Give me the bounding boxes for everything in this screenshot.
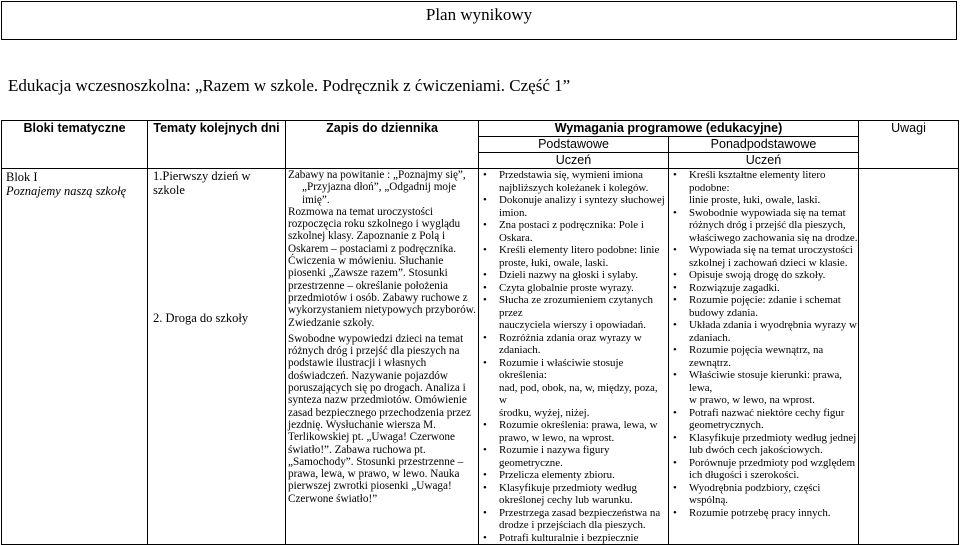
temat-1: 1.Pierwszy dzień w szkole <box>153 169 251 197</box>
podstawowe-item-line: najbliższych koleżanek i kolegów. <box>499 181 649 194</box>
tematy-cell <box>148 169 286 545</box>
podstawowe-list <box>479 169 668 544</box>
ponadpodstawowe-item-line: • Układa zdania i wyodrębnia wyrazy w <box>689 319 857 331</box>
podstawowe-item-line: nauczyciela wierszy i opowiadań. <box>499 319 646 331</box>
zapis-entry-1 <box>288 169 478 329</box>
podstawowe-item-line: • Dokonuje analizy i syntezy słuchowej <box>499 194 665 206</box>
ponadpodstawowe-item-line: lub dwóch cech jakościowych. <box>689 444 823 456</box>
zapis-2-line-1: różnych dróg i przejść dla pieszych na <box>288 345 460 358</box>
podstawowe-cell <box>479 169 669 545</box>
page-title: Plan wynikowy <box>425 5 533 24</box>
ponadpodstawowe-list <box>669 169 858 519</box>
podstawowe-list-item <box>479 532 668 545</box>
blok-name: Poznajemy naszą szkołę <box>6 184 127 198</box>
podstawowe-item-line: nad, pod, obok, na, w, między, poza, w <box>499 381 658 406</box>
zapis-1-line-9: przedmiotów i osób. Zabawy ruchowe z <box>288 291 468 304</box>
zapis-2-line-9: światło!”. Zabawa ruchowa pt. <box>288 443 426 456</box>
header-ponadpodstawowe: Ponadpodstawowe <box>669 137 859 153</box>
ponadpodstawowe-item-line: ich długości i szerokości. <box>689 469 800 481</box>
ponadpodstawowe-item-line: różnych dróg i przejść dla pieszych, <box>689 219 846 231</box>
zapis-cell <box>286 169 479 545</box>
podstawowe-item-line: • Rozumie i nazywa figury geometryczne. <box>499 444 610 469</box>
header-uwagi: Uwagi <box>859 121 959 169</box>
zapis-2-line-0: Swobodne wypowiedzi dzieci na temat <box>288 332 464 345</box>
header-uczen-ponadpodstawowe: Uczeń <box>669 153 859 169</box>
ponadpodstawowe-list-item <box>669 169 858 207</box>
zapis-2-line-2: podstawie ilustracji i własnych <box>288 357 427 370</box>
podstawowe-list-item <box>479 469 668 482</box>
podstawowe-list-item <box>479 507 668 532</box>
zapis-1-line-5: Oskarem – postaciami z podręcznika. <box>288 242 457 255</box>
zapis-1-line-3: rozpoczęcia roku szkolnego i wyglądu <box>288 218 461 231</box>
blok-label: Blok I <box>6 170 38 184</box>
podstawowe-item-line: • Przelicza elementy zbioru. <box>499 469 615 481</box>
ponadpodstawowe-item-line: • Właściwie stosuje kierunki: prawa, lewa, <box>689 369 843 394</box>
zapis-1-line-4: szkolnej klasy. Zapoznanie z Polą i <box>288 230 446 243</box>
ponadpodstawowe-item-line: budowy zdania. <box>689 306 758 319</box>
zapis-2-line-13: Czerwone światło!” <box>288 492 378 505</box>
zapis-2-line-4: poruszających się po drogach. Analiza i <box>288 382 466 395</box>
ponadpodstawowe-list-item <box>669 269 858 282</box>
zapis-1-line-1: „Przyjazna dłoń”, „Odgadnij moje imię”. <box>302 181 457 206</box>
podstawowe-item-line: zdaniach. <box>499 344 541 356</box>
ponadpodstawowe-item-line: • Kreśli kształtne elementy litero podobne: <box>689 169 826 194</box>
ponadpodstawowe-list-item <box>669 457 858 482</box>
zapis-2-line-6: zasad bezpiecznego przechodzenia przez <box>288 406 471 419</box>
podstawowe-list-item <box>479 269 668 282</box>
podstawowe-item-line: • Przedstawia się, wymieni imiona <box>499 169 643 181</box>
podstawowe-item-line: • Przestrzega zasad bezpieczeństwa na <box>499 506 661 519</box>
podstawowe-list-item <box>479 294 668 332</box>
podstawowe-list-item <box>479 219 668 244</box>
temat-2: 2. Droga do szkoły <box>153 311 249 325</box>
podstawowe-list-item <box>479 244 668 269</box>
podstawowe-item-line: • Rozróżnia zdania oraz wyrazy w <box>499 331 642 344</box>
zapis-1-line-0: Zabawy na powitanie : „Poznajmy się”, <box>288 169 466 181</box>
zapis-1-line-7: piosenki „Zawsze razem”. Stosunki <box>288 267 448 280</box>
podstawowe-item-line: drodze i przejściach dla pieszych. <box>499 519 646 531</box>
zapis-2-line-5: synteza nazw przedmiotów. Omówienie <box>288 394 467 407</box>
podstawowe-item-line: • Rozumie określenia: prawa, lewa, w <box>499 419 658 431</box>
ponadpodstawowe-item-line: • Swobodnie wypowiada się na temat <box>689 206 846 219</box>
ponadpodstawowe-item-line: w prawo, w lewo, na wprost. <box>689 394 815 406</box>
plan-table <box>1 120 959 545</box>
header-bloki: Bloki tematyczne <box>2 121 148 169</box>
ponadpodstawowe-list-item <box>669 319 858 344</box>
zapis-2-line-11: prawa, lewa, w prawo, w lewo. Nauka <box>288 468 460 481</box>
zapis-2-line-8: Terlikowskiej pt. „Uwaga! Czerwone <box>288 431 455 444</box>
zapis-1-line-8: przestrzenne – określanie położenia <box>288 279 448 292</box>
ponadpodstawowe-item-line: • Rozumie pojęcie: zdanie i schemat <box>689 294 841 306</box>
ponadpodstawowe-item-line: • Wyodrębnia podzbiory, części wspólną. <box>689 481 821 506</box>
podstawowe-list-item <box>479 194 668 219</box>
header-wymagania: Wymagania programowe (edukacyjne) <box>479 121 859 137</box>
podstawowe-item-line: proste, łuki, owale, laski. <box>499 256 609 269</box>
ponadpodstawowe-item-line: • Porównuje przedmioty pod względem <box>689 456 856 469</box>
ponadpodstawowe-list-item <box>669 432 858 457</box>
header-tematy: Tematy kolejnych dni <box>148 121 286 169</box>
podstawowe-item-line: środku, wyżej, niżej. <box>499 406 590 419</box>
zapis-2-line-12: pierwszej zwrotki piosenki „Uwaga! <box>288 480 452 493</box>
document-subtitle: Edukacja wczesnoszkolna: „Razem w szkole. Podręcznik z ćwiczeniami. Część 1” <box>8 76 571 95</box>
ponadpodstawowe-item-line: • Rozumie pojęcia wewnątrz, na zewnątrz. <box>689 344 824 369</box>
ponadpodstawowe-list-item <box>669 207 858 245</box>
podstawowe-list-item <box>479 419 668 444</box>
ponadpodstawowe-list-item <box>669 482 858 507</box>
podstawowe-item-line: określonej cechy lub warunku. <box>499 494 633 506</box>
podstawowe-item-line: • Dzieli nazwy na głoski i sylaby. <box>499 269 639 281</box>
ponadpodstawowe-item-line: zdaniach. <box>689 331 731 344</box>
blok-cell <box>2 169 148 545</box>
header-zapis: Zapis do dziennika <box>286 121 479 169</box>
zapis-2-line-3: doświadczeń. Nazywanie pojazdów <box>288 369 448 382</box>
zapis-1-line-10: wykorzystaniem nietypowych przyborów. <box>288 304 476 317</box>
podstawowe-list-item <box>479 169 668 194</box>
uwagi-cell <box>859 169 959 545</box>
podstawowe-item-line: • Klasyfikuje przedmioty według <box>499 481 637 494</box>
ponadpodstawowe-cell <box>669 169 859 545</box>
zapis-1-line-6: Ćwiczenia w mówieniu. Słuchanie <box>288 255 444 268</box>
ponadpodstawowe-list-item <box>669 294 858 319</box>
ponadpodstawowe-item-line: • Rozwiązuje zagadki. <box>689 281 780 294</box>
ponadpodstawowe-item-line: geometrycznych. <box>689 419 764 431</box>
podstawowe-list-item <box>479 282 668 295</box>
podstawowe-item-line: • Potrafi kulturalnie i bezpiecznie <box>499 531 639 544</box>
zapis-1-line-2: Rozmowa na temat uroczystości <box>288 205 434 218</box>
podstawowe-list-item <box>479 357 668 420</box>
podstawowe-item-line: • Słucha ze zrozumieniem czytanych przez <box>499 294 653 319</box>
ponadpodstawowe-item-line: właściwego zachowania się na drodze. <box>689 231 858 244</box>
podstawowe-item-line: • Rozumie i właściwie stosuje określenia: <box>499 356 624 381</box>
zapis-1-line-11: Zwiedzanie szkoły. <box>288 316 375 329</box>
zapis-2-line-10: „Samochody”. Stosunki przestrzenne – <box>288 455 464 468</box>
ponadpodstawowe-list-item <box>669 407 858 432</box>
podstawowe-item-line: • Zna postaci z podręcznika: Pole i Oskara. <box>499 219 644 244</box>
ponadpodstawowe-item-line: • Opisuje swoją drogę do szkoły. <box>689 269 826 281</box>
podstawowe-item-line: prawo, w lewo, na wprost. <box>499 431 615 444</box>
podstawowe-item-line: imion. <box>499 206 528 219</box>
ponadpodstawowe-list-item <box>669 369 858 407</box>
header-uczen-podstawowe: Uczeń <box>479 153 669 169</box>
ponadpodstawowe-list-item <box>669 282 858 295</box>
ponadpodstawowe-item-line: szkolnej i zachowań dzieci w klasie. <box>689 256 848 269</box>
podstawowe-list-item <box>479 332 668 357</box>
ponadpodstawowe-list-item <box>669 244 858 269</box>
ponadpodstawowe-item-line: • Rozumie potrzebę pracy innych. <box>689 506 831 519</box>
title-box <box>1 1 957 40</box>
podstawowe-list-item <box>479 482 668 507</box>
ponadpodstawowe-item-line: • Klasyfikuje przedmioty według jednej <box>689 431 857 444</box>
podstawowe-item-line: • Czyta globalnie proste wyrazy. <box>499 281 634 294</box>
ponadpodstawowe-list-item <box>669 507 858 520</box>
ponadpodstawowe-list-item <box>669 344 858 369</box>
zapis-2-line-7: jezdnię. Wysłuchanie wiersza M. <box>288 418 436 431</box>
ponadpodstawowe-item-line: linie proste, łuki, owale, laski. <box>689 194 821 206</box>
header-podstawowe: Podstawowe <box>479 137 669 153</box>
ponadpodstawowe-item-line: • Wypowiada się na temat uroczystości <box>689 244 853 256</box>
podstawowe-list-item <box>479 444 668 469</box>
podstawowe-item-line: • Kreśli elementy litero podobne: linie <box>499 244 660 256</box>
ponadpodstawowe-item-line: • Potrafi nazwać niektóre cechy figur <box>689 406 845 419</box>
